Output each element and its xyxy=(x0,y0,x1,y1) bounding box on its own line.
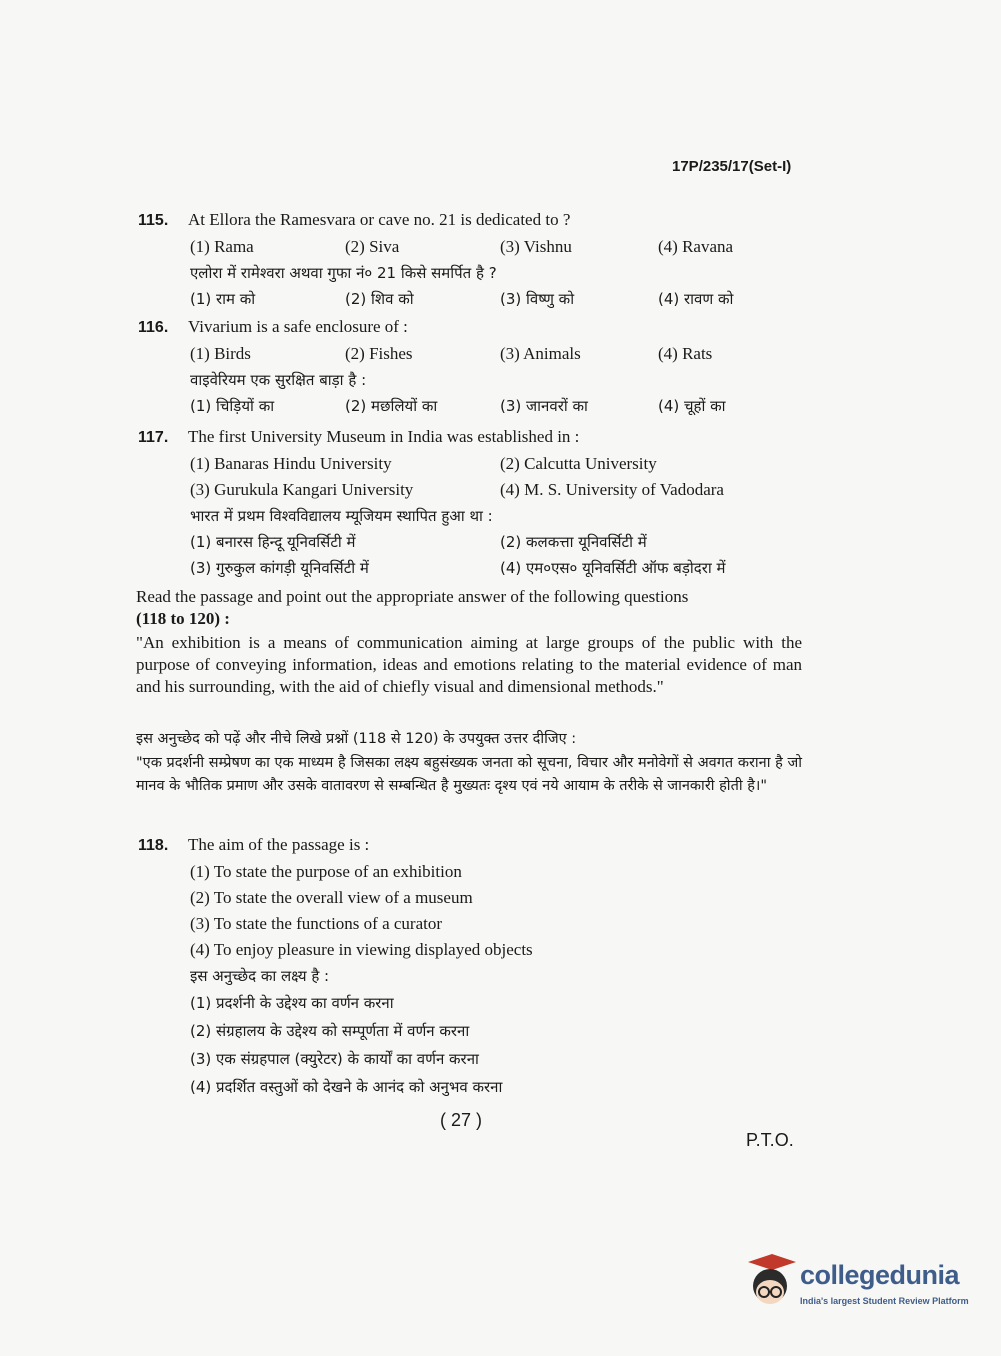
option: (4) प्रदर्शित वस्तुओं को देखने के आनंद को अनुभव करना xyxy=(190,1078,503,1096)
question-number: 116. xyxy=(138,319,169,336)
option: (2) Siva xyxy=(345,237,400,256)
option: (4) रावण को xyxy=(658,290,734,308)
option: (4) Rats xyxy=(658,344,713,363)
instruction-range: (118 to 120) : xyxy=(136,609,230,628)
option: (2) Fishes xyxy=(345,344,413,363)
option: (3) विष्णु को xyxy=(500,290,575,308)
mascot-icon xyxy=(742,1252,798,1308)
option: (4) To enjoy pleasure in viewing displayed objects xyxy=(190,940,533,959)
page-number: ( 27 ) xyxy=(440,1110,483,1130)
option: (4) चूहों का xyxy=(658,397,726,415)
question-117 xyxy=(138,424,818,581)
option: (4) एम०एस० यूनिवर्सिटी ऑफ बड़ोदरा में xyxy=(500,559,726,577)
option: (2) To state the overall view of a museum xyxy=(190,888,473,907)
options-en xyxy=(190,341,818,367)
option: (3) Animals xyxy=(500,344,581,363)
options-en xyxy=(190,234,818,260)
question-number: 118. xyxy=(138,837,169,854)
question-number: 117. xyxy=(138,429,169,446)
option: (3) जानवरों का xyxy=(500,397,588,415)
question-text-hi: एलोरा में रामेश्वरा अथवा गुफा नं० 21 किसे समर्पित है ? xyxy=(190,264,497,282)
options-hi xyxy=(190,989,818,1101)
option: (2) Calcutta University xyxy=(500,454,657,473)
passage-text-hi: "एक प्रदर्शनी सम्प्रेषण का एक माध्यम है जिसका लक्ष्य बहुसंख्यक जनता को सूचना, विचार और मनोवेगों से अवगत कराना है जो मानव के भौतिक प्रमाण और उसके वातावरण से सम्बन्धित है मुख्यतः दृश्य एवं नये आयाम के तरीके से जानकारी होती है।" xyxy=(136,755,802,794)
option: (1) To state the purpose of an exhibition xyxy=(190,862,462,881)
option: (4) M. S. University of Vadodara xyxy=(500,480,724,499)
passage-instruction-hi: इस अनुच्छेद को पढ़ें और नीचे लिखे प्रश्नों (118 से 120) के उपयुक्त उत्तर दीजिए : xyxy=(136,731,577,747)
option: (4) Ravana xyxy=(658,237,734,256)
option: (2) संग्रहालय के उद्देश्य को सम्पूर्णता में वर्णन करना xyxy=(190,1022,470,1040)
question-text-en: At Ellora the Ramesvara or cave no. 21 is dedicated to ? xyxy=(188,210,571,229)
passage-text-en: "An exhibition is a means of communication aiming at large groups of the public with the purpose of conveying information, ideas and emotions relating to the material evidence of man and his surrounding, with the aid of chiefly visual and dimensional methods." xyxy=(136,633,802,696)
brand-name: collegedunia xyxy=(800,1260,960,1290)
options-hi xyxy=(190,286,818,312)
option: (3) गुरुकुल कांगड़ी यूनिवर्सिटी में xyxy=(190,559,369,577)
option: (2) कलकत्ता यूनिवर्सिटी में xyxy=(500,533,647,551)
question-text-en: Vivarium is a safe enclosure of : xyxy=(188,317,408,336)
option: (1) Birds xyxy=(190,344,251,363)
option: (3) To state the functions of a curator xyxy=(190,914,442,933)
instruction-text: Read the passage and point out the appropriate answer of the following questions xyxy=(136,587,689,606)
option: (1) राम को xyxy=(190,290,256,308)
question-text-hi: भारत में प्रथम विश्वविद्यालय म्यूजियम स्थापित हुआ था : xyxy=(190,507,493,525)
option: (3) एक संग्रहपाल (क्युरेटर) के कार्यों का वर्णन करना xyxy=(190,1050,479,1068)
question-115 xyxy=(138,207,818,312)
option: (2) शिव को xyxy=(345,290,414,308)
options-en xyxy=(190,859,818,963)
options-hi xyxy=(190,529,818,581)
options-hi xyxy=(190,393,818,419)
question-118 xyxy=(138,832,818,1101)
question-116 xyxy=(138,314,818,419)
brand-tagline: India's largest Student Review Platform xyxy=(800,1296,969,1306)
pto-label: P.T.O. xyxy=(746,1130,794,1150)
question-number: 115. xyxy=(138,212,169,229)
question-text-en: The aim of the passage is : xyxy=(188,835,370,854)
option: (1) बनारस हिन्दू यूनिवर्सिटी में xyxy=(190,533,356,551)
question-text-en: The first University Museum in India was established in : xyxy=(188,427,580,446)
option: (1) Rama xyxy=(190,237,254,256)
question-text-hi: वाइवेरियम एक सुरक्षित बाड़ा है : xyxy=(190,371,367,389)
paper-code: 17P/235/17(Set-I) xyxy=(672,158,792,175)
question-text-hi: इस अनुच्छेद का लक्ष्य है : xyxy=(190,967,330,985)
option: (1) प्रदर्शनी के उद्देश्य का वर्णन करना xyxy=(190,994,394,1012)
passage-instruction-en xyxy=(136,586,802,630)
option: (3) Vishnu xyxy=(500,237,572,256)
option: (2) मछलियों का xyxy=(345,397,438,415)
option: (1) चिड़ियों का xyxy=(190,397,275,415)
options-en xyxy=(190,451,818,503)
option: (3) Gurukula Kangari University xyxy=(190,480,414,499)
collegedunia-logo xyxy=(742,1252,972,1312)
option: (1) Banaras Hindu University xyxy=(190,454,392,473)
